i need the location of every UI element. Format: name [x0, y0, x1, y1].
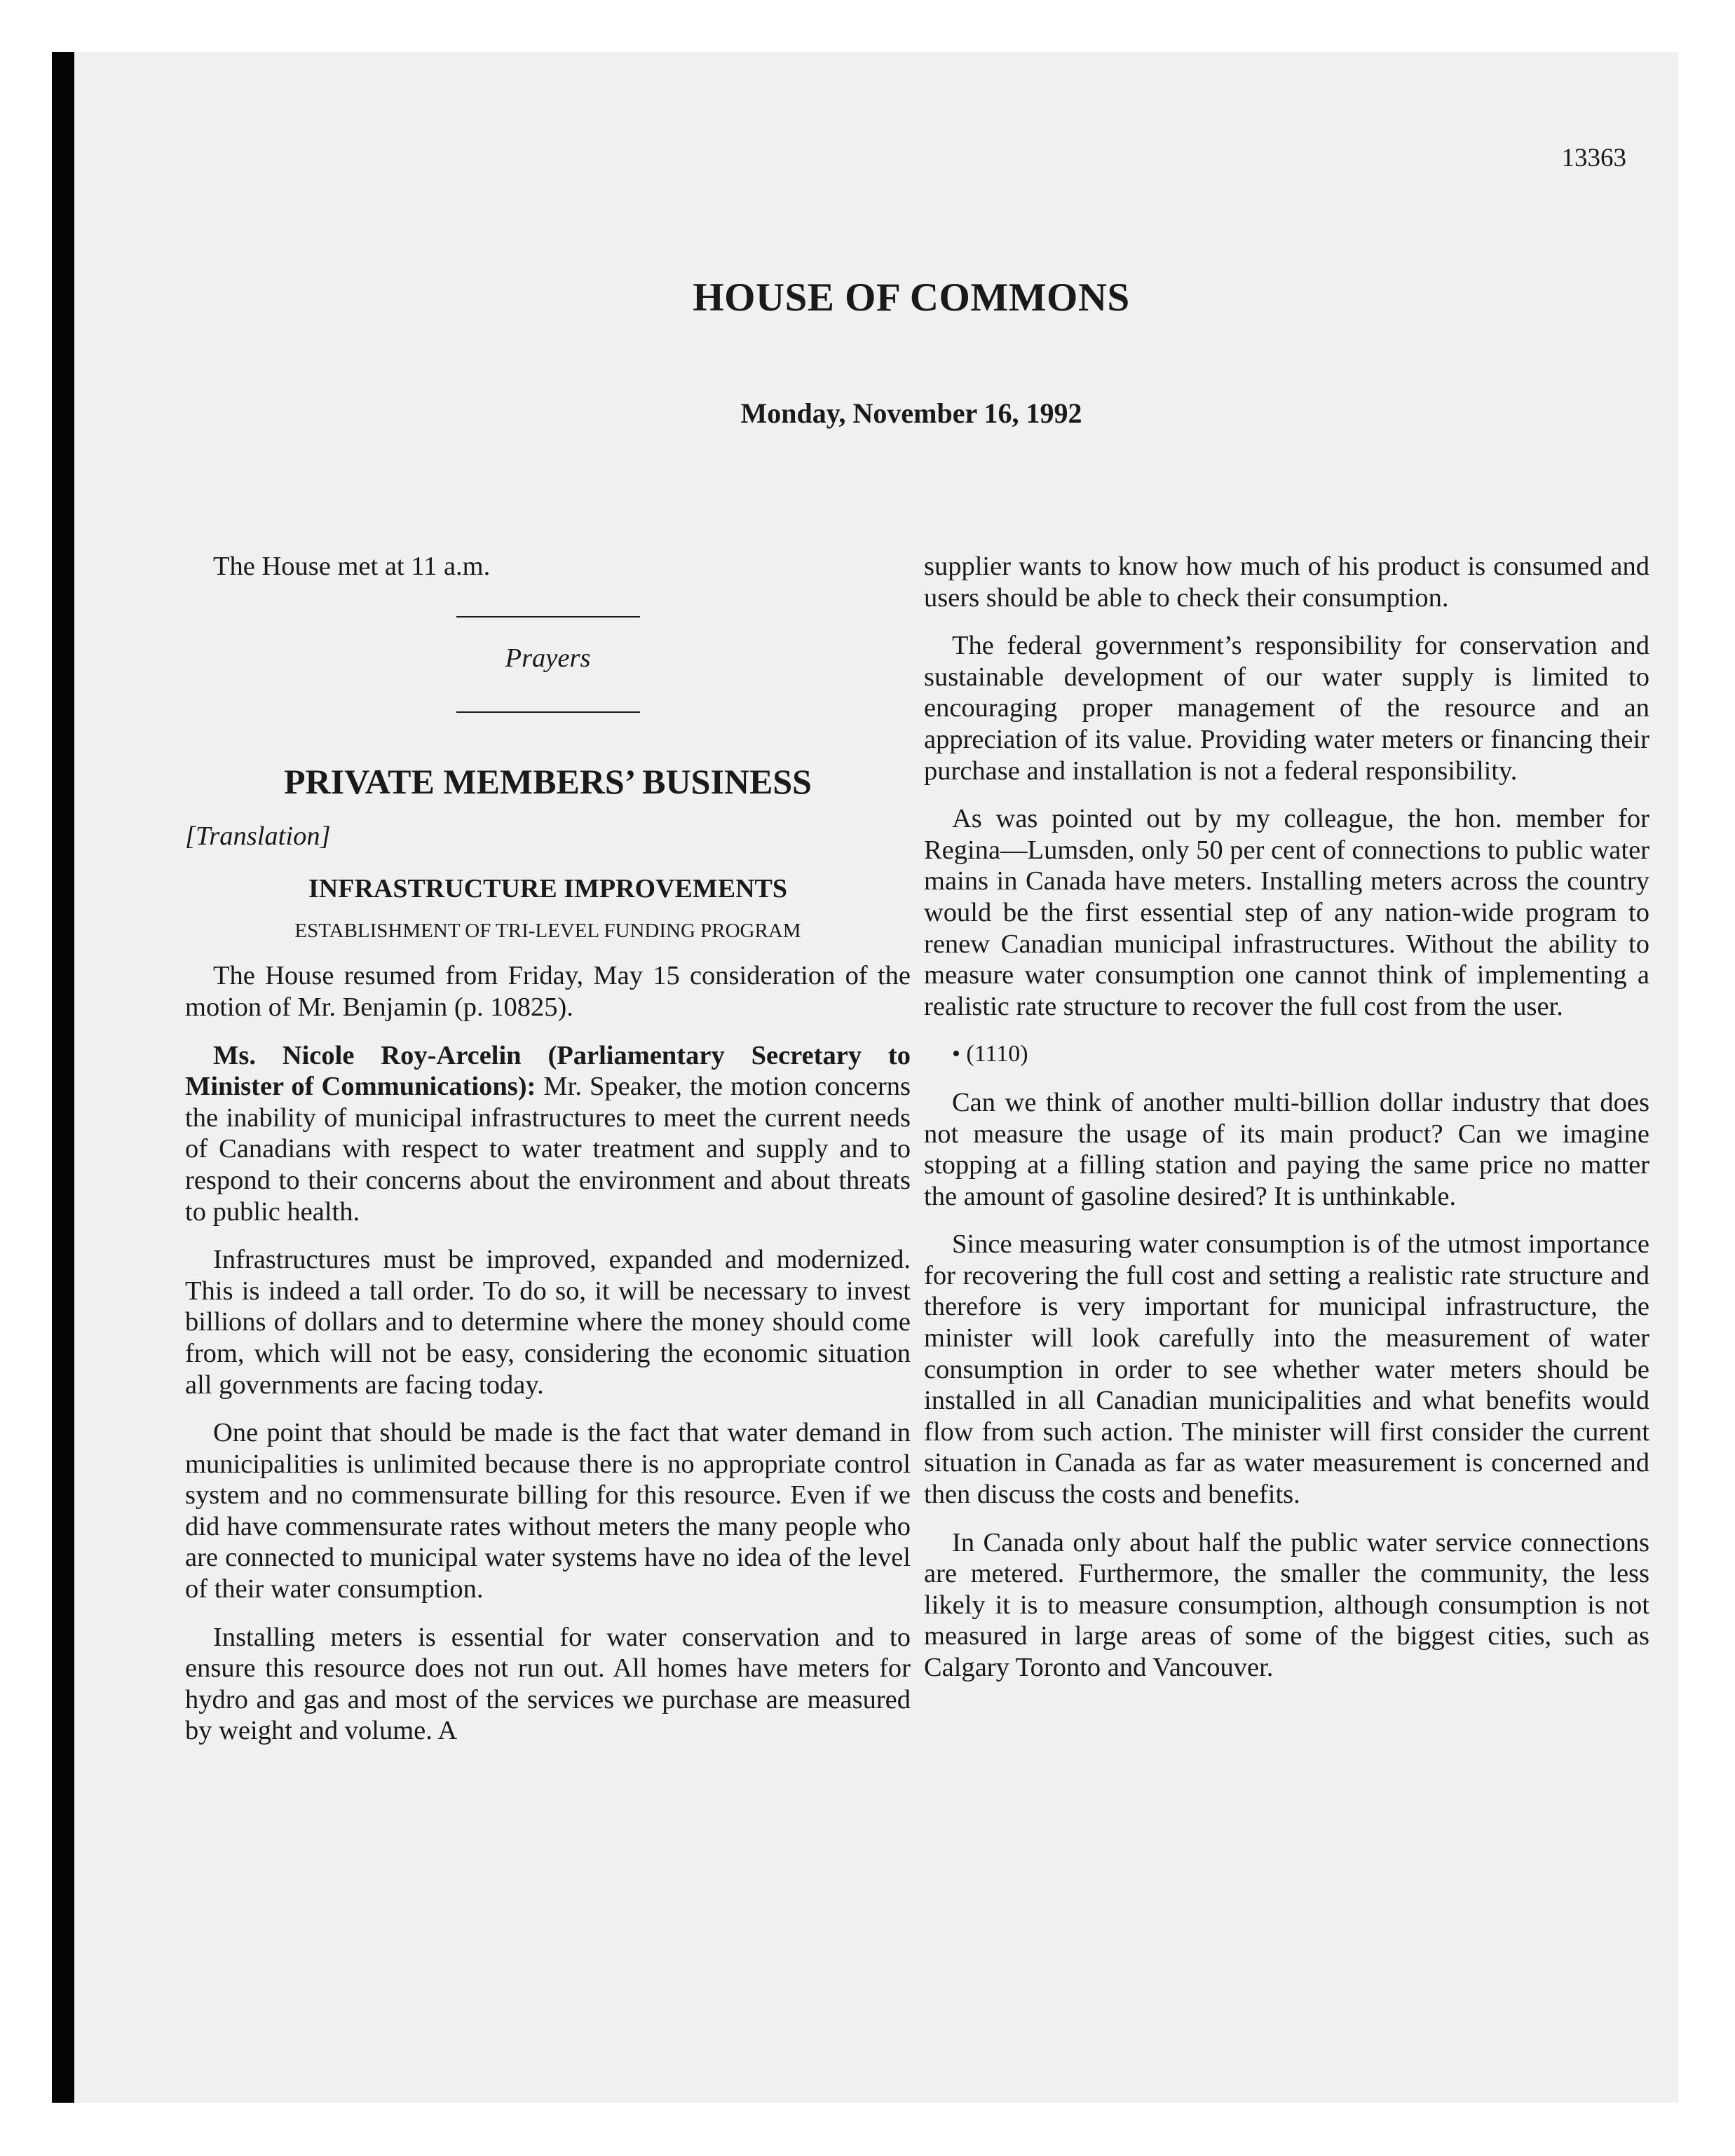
paragraph: Infrastructures must be improved, expanded and modernized. This is indeed a tall order. To do so, it will be necessary to invest billions of dollars and to determine where the money should come from, which will not be easy, considering the economic situation all governments are facing today. — [185, 1245, 911, 1400]
subject-heading: INFRASTRUCTURE IMPROVEMENTS — [308, 873, 787, 903]
divider-rule — [456, 616, 640, 618]
time-marker: • (1110) — [952, 1041, 1028, 1067]
page-title: HOUSE OF COMMONS — [693, 275, 1130, 320]
right-column — [924, 551, 1649, 1700]
speech-text: Mr. Speaker, the motion concerns the inability of municipal infrastructures to meet the current needs of Canadians with respect to water treatment and supply and to respond to their concerns about the environment and about threats to public health. — [185, 1072, 911, 1227]
paragraph: The House resumed from Friday, May 15 consideration of the motion of Mr. Benjamin (p. 10825). — [185, 961, 911, 1022]
sitting-date: Monday, November 16, 1992 — [740, 397, 1082, 429]
left-column — [185, 551, 911, 1763]
translation-note: [Translation] — [185, 821, 331, 852]
paragraph: supplier wants to know how much of his product is consumed and users should be able to check their consumption. — [924, 552, 1649, 613]
paragraph: One point that should be made is the fact that water demand in municipalities is unlimited because there is no appropriate control system and no commensurate billing for this resource. Even if we did have commensurate rates without meters the many people who are connected to municipal water systems have no idea of the level of their water consumption. — [185, 1418, 911, 1604]
section-heading: PRIVATE MEMBERS’ BUSINESS — [284, 762, 812, 802]
paragraph: As was pointed out by my colleague, the hon. member for Regina—Lumsden, only 50 per cent of connections to public water mains in Canada have meters. Installing meters across the country would be the first essential step of any nation-wide program to renew Canadian municipal infrastructures. Without the ability to measure water consumption one cannot think of implementing a realistic rate structure to recover the full cost from the user. — [924, 804, 1649, 1021]
divider-rule — [456, 711, 640, 713]
prayers-label: Prayers — [505, 643, 591, 673]
page-number: 13363 — [1561, 144, 1626, 172]
paragraph: Since measuring water consumption is of the utmost importance for recovering the full cost and setting a realistic rate structure and therefore is very important for municipal infrastructure, the minister will look carefully into the measurement of water consumption in order to see whether water meters should be installed in all Canadian municipalities and what benefits would flow from such action. The minister will first consider the current situation in Canada as far as water measurement is concerned and then discuss the costs and benefits. — [924, 1229, 1649, 1510]
opening-line: The House met at 11 a.m. — [213, 552, 491, 581]
subsubject-heading: ESTABLISHMENT OF TRI-LEVEL FUNDING PROGRAM — [294, 920, 801, 943]
paragraph: Can we think of another multi-billion dollar industry that does not measure the usage of its main product? Can we imagine stopping at a filling station and paying the same price no matter the amount of gasoline desired? It is unthinkable. — [924, 1087, 1649, 1211]
binding-edge — [52, 52, 74, 2103]
paragraph: In Canada only about half the public water service connections are metered. Furthermore, the smaller the community, the less likely it is to measure consumption, although consumption is not measured in large areas of some of the biggest cities, such as Calgary Toronto and Vancouver. — [924, 1527, 1649, 1682]
paragraph: Installing meters is essential for water conservation and to ensure this resource does not run out. All homes have meters for hydro and gas and most of the services we purchase are measured by weight and volume. A — [185, 1622, 911, 1746]
speech-paragraph — [185, 1040, 911, 1228]
paragraph: The federal government’s responsibility for conservation and sustainable development of our water supply is limited to encouraging proper management of the resource and an appreciation of its value. Providing water meters or financing their purchase and installation is not a federal responsibility. — [924, 631, 1649, 786]
speaker-name: Ms. Nicole Roy-Arcelin (Parliamentary Secretary to Minister of Communications): — [185, 1040, 911, 1102]
